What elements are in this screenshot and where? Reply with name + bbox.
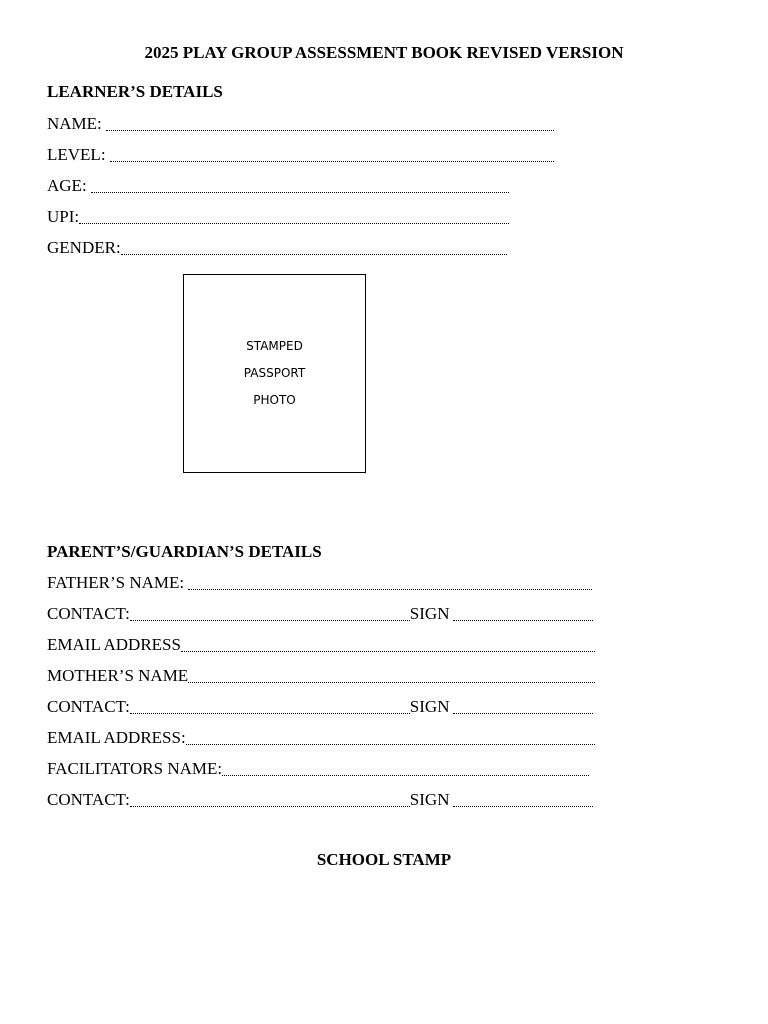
facilitator-name-row bbox=[47, 757, 589, 779]
photo-box-line-1: STAMPED bbox=[246, 339, 303, 353]
mother-email-row bbox=[47, 726, 595, 748]
facilitator-sign-field[interactable] bbox=[453, 791, 593, 807]
mother-contact-label: CONTACT: bbox=[47, 697, 130, 716]
facilitator-contact-label: CONTACT: bbox=[47, 790, 130, 809]
father-email-field[interactable] bbox=[181, 636, 595, 652]
mother-name-label: MOTHER’S NAME bbox=[47, 666, 189, 685]
father-email-label: EMAIL ADDRESS bbox=[47, 635, 181, 654]
facilitator-sign-label: SIGN bbox=[409, 790, 450, 809]
father-email-row bbox=[47, 633, 595, 655]
learner-gender-field[interactable] bbox=[121, 239, 507, 255]
mother-sign-label: SIGN bbox=[409, 697, 450, 716]
mother-contact-row bbox=[47, 695, 593, 717]
learner-level-row bbox=[47, 143, 554, 165]
photo-box-line-3: PHOTO bbox=[253, 393, 296, 407]
mother-name-row bbox=[47, 664, 595, 686]
learner-level-field[interactable] bbox=[110, 146, 554, 162]
learner-details-heading: LEARNER’S DETAILS bbox=[47, 82, 223, 101]
father-sign-label: SIGN bbox=[409, 604, 450, 623]
learner-age-field[interactable] bbox=[91, 177, 509, 193]
parent-details-heading: PARENT’S/GUARDIAN’S DETAILS bbox=[47, 542, 322, 561]
father-contact-field[interactable] bbox=[130, 605, 410, 621]
learner-upi-label: UPI: bbox=[47, 207, 80, 226]
mother-email-label: EMAIL ADDRESS: bbox=[47, 728, 186, 747]
facilitator-name-label: FACILITATORS NAME: bbox=[47, 759, 223, 778]
learner-name-row bbox=[47, 112, 554, 134]
father-name-field[interactable] bbox=[188, 574, 592, 590]
passport-photo-box bbox=[183, 274, 366, 473]
mother-sign-field[interactable] bbox=[453, 698, 593, 714]
learner-upi-row bbox=[47, 205, 509, 227]
learner-level-label: LEVEL: bbox=[47, 145, 106, 164]
father-contact-row bbox=[47, 602, 593, 624]
mother-email-field[interactable] bbox=[186, 729, 595, 745]
learner-age-label: AGE: bbox=[47, 176, 87, 195]
facilitator-contact-row bbox=[47, 788, 593, 810]
learner-name-label: NAME: bbox=[47, 114, 102, 133]
facilitator-name-field[interactable] bbox=[222, 760, 589, 776]
father-contact-label: CONTACT: bbox=[47, 604, 130, 623]
learner-gender-row bbox=[47, 236, 507, 258]
learner-upi-field[interactable] bbox=[79, 208, 509, 224]
school-stamp-label: SCHOOL STAMP bbox=[316, 850, 452, 869]
father-name-row bbox=[47, 571, 592, 593]
learner-name-field[interactable] bbox=[106, 115, 554, 131]
mother-contact-field[interactable] bbox=[130, 698, 410, 714]
learner-age-row bbox=[47, 174, 509, 196]
learner-gender-label: GENDER: bbox=[47, 238, 121, 257]
photo-box-line-2: PASSPORT bbox=[243, 366, 306, 380]
father-name-label: FATHER’S NAME: bbox=[47, 573, 185, 592]
mother-name-field[interactable] bbox=[188, 667, 595, 683]
facilitator-contact-field[interactable] bbox=[130, 791, 410, 807]
father-sign-field[interactable] bbox=[453, 605, 593, 621]
document-title: 2025 PLAY GROUP ASSESSMENT BOOK REVISED VERSION bbox=[144, 43, 624, 62]
